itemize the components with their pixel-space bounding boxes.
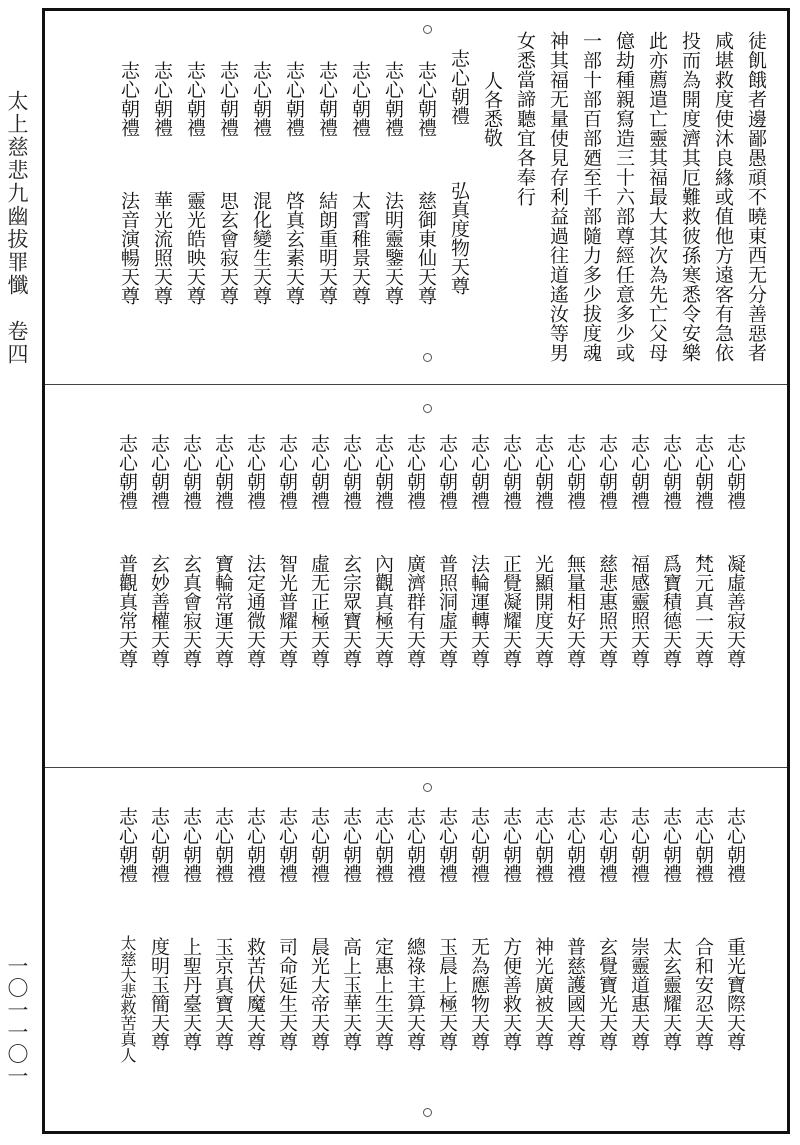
invocation-prefix: 志心朝禮 <box>436 434 458 510</box>
deity-name: 玄妙善權天尊 <box>148 554 170 668</box>
invocation-prefix: 志心朝禮 <box>660 434 682 510</box>
invocation-prefix: 志心朝禮 <box>404 434 426 510</box>
invocation-prefix: 志心朝禮 <box>118 61 140 137</box>
prose-column: 徒飢餓者邊鄙愚頑不曉東西无分善惡者 <box>745 31 767 363</box>
deity-name: 慈御東仙天尊 <box>415 191 437 305</box>
invocation-prefix: 志心朝禮 <box>468 434 490 510</box>
prose-column: 女悉當諦聽宜各奉行 <box>514 31 536 207</box>
deity-name: 虛无正極天尊 <box>308 554 330 668</box>
invocation-prefix: 志心朝禮 <box>660 807 682 883</box>
deity-name: 玉京真寶天尊 <box>212 937 234 1051</box>
deity-name: 法音演暢天尊 <box>118 191 140 305</box>
invocation-prefix: 志心朝禮 <box>692 807 714 883</box>
invocation-prefix: 志心朝禮 <box>250 61 272 137</box>
invocation-prefix: 志心朝禮 <box>316 61 338 137</box>
invocation-prefix: 志心朝禮 <box>180 807 202 883</box>
deity-name: 思玄會寂天尊 <box>217 191 239 305</box>
invocation-prefix: 志心朝禮 <box>349 61 371 137</box>
invocation-prefix: 志心朝禮 <box>340 434 362 510</box>
invocation-prefix: 志心朝禮 <box>532 434 554 510</box>
deity-name: 普照洞虛天尊 <box>436 554 458 668</box>
deity-name: 啓真玄素天尊 <box>283 191 305 305</box>
deity-name: 定惠上生天尊 <box>372 937 394 1051</box>
invocation-prefix: 志心朝禮 <box>724 434 746 510</box>
panel-bottom <box>45 767 787 1131</box>
deity-name: 神光廣被天尊 <box>532 937 554 1051</box>
deity-name: 普觀真常天尊 <box>116 554 138 668</box>
deity-name: 智光普耀天尊 <box>276 554 298 668</box>
deity-name: 晨光大帝天尊 <box>308 937 330 1051</box>
prose-column: 此亦薦遣亡靈其福最大其次為先亡父母 <box>646 31 668 363</box>
deity-name: 崇靈道惠天尊 <box>628 937 650 1051</box>
invocation-prefix: 志心朝禮 <box>532 807 554 883</box>
deity-name: 總祿主算天尊 <box>404 937 426 1051</box>
invocation-prefix: 志心朝禮 <box>308 807 330 883</box>
deity-name: 慈悲惠照天尊 <box>596 554 618 668</box>
prose-column: 神其福无量使見存利益過往道遙汝等男 <box>547 31 569 363</box>
invocation-prefix: 志心朝禮 <box>180 434 202 510</box>
panel-middle <box>45 384 787 767</box>
deity-name: 度明玉簡天尊 <box>148 937 170 1051</box>
invocation-prefix: 志心朝禮 <box>244 434 266 510</box>
invocation-prefix: 志心朝禮 <box>148 434 170 510</box>
invocation-prefix: 志心朝禮 <box>500 807 522 883</box>
invocation-prefix: 志心朝禮 <box>404 807 426 883</box>
invocation-prefix: 志心朝禮 <box>151 61 173 137</box>
deity-name: 玄真會寂天尊 <box>180 554 202 668</box>
invocation-prefix: 志心朝禮 <box>500 434 522 510</box>
invocation-prefix: 志心朝禮 <box>468 807 490 883</box>
prose-column: 一部十部百部廼至千部隨力多少拔度魂 <box>580 31 602 363</box>
invocation-prefix: 志心朝禮 <box>382 61 404 137</box>
deity-name: 無量相好天尊 <box>564 554 586 668</box>
deity-name: 靈光皓映天尊 <box>184 191 206 305</box>
deity-name: 凝虛善寂天尊 <box>724 554 746 668</box>
invocation-prefix: 志心朝禮 <box>415 61 437 137</box>
margin-title: 太上慈悲九幽拔罪懺 卷四 <box>5 90 29 366</box>
invocation-prefix: 志心朝禮 <box>184 61 206 137</box>
invocation-prefix: 志心朝禮 <box>692 434 714 510</box>
deity-name: 福感靈照天尊 <box>628 554 650 668</box>
deity-name: 法明靈鑒天尊 <box>382 191 404 305</box>
deity-name: 玄覺寶光天尊 <box>596 937 618 1051</box>
invocation-prefix: 志心朝禮 <box>212 807 234 883</box>
respect-line: 人各悉敬 <box>481 71 503 147</box>
deity-name: 內觀真極天尊 <box>372 554 394 668</box>
invocation-prefix: 志心朝禮 <box>596 434 618 510</box>
deity-name: 上聖丹臺天尊 <box>180 937 202 1051</box>
invocation-prefix: 志心朝禮 <box>217 61 239 137</box>
deity-name: 梵元真一天尊 <box>692 554 714 668</box>
deity-name: 重光寶際天尊 <box>724 937 746 1051</box>
invocation-prefix: 志心朝禮 <box>308 434 330 510</box>
invocation-prefix: 志心朝禮 <box>628 807 650 883</box>
deity-name: 方便善救天尊 <box>500 937 522 1051</box>
deity-name: 廣濟群有天尊 <box>404 554 426 668</box>
deity-name: 无為應物天尊 <box>468 937 490 1051</box>
invocation-prefix: 志心朝禮 <box>436 807 458 883</box>
invocation-prefix: 志心朝禮 <box>372 807 394 883</box>
deity-name: 救苦伏魔天尊 <box>244 937 266 1051</box>
deity-name: 玄宗眾寶天尊 <box>340 554 362 668</box>
invocation-prefix: 志心朝禮 <box>372 434 394 510</box>
prose-column: 億劫種親寫造三十六部尊經任意多少或 <box>613 31 635 363</box>
deity-name: 正覺凝耀天尊 <box>500 554 522 668</box>
invocation-prefix: 志心朝禮 <box>596 807 618 883</box>
prose-column: 咸堪救度使沐良緣或值他方遠客有急依 <box>712 31 734 363</box>
invocation-prefix: 志心朝禮 <box>148 807 170 883</box>
deity-name: 高上玉華天尊 <box>340 937 362 1051</box>
deity-name: 太玄靈耀天尊 <box>660 937 682 1051</box>
invocation-prefix: 志心朝禮 <box>212 434 234 510</box>
deity-name: 結朗重明天尊 <box>316 191 338 305</box>
deity-name: 混化變生天尊 <box>250 191 272 305</box>
deity-name: 法定通微天尊 <box>244 554 266 668</box>
prose-column: 投而為開度濟其厄難救彼孫寒悉令安樂 <box>679 31 701 363</box>
deity-name: 合和安忍天尊 <box>692 937 714 1051</box>
deity-name: 弘真度物天尊 <box>448 181 470 295</box>
deity-name: 太慈大悲救苦真人 <box>118 935 137 1063</box>
invocation-prefix: 志心朝禮 <box>628 434 650 510</box>
invocation-prefix: 志心朝禮 <box>564 434 586 510</box>
invocation-prefix: 志心朝禮 <box>283 61 305 137</box>
invocation-prefix: 志心朝禮 <box>116 807 138 883</box>
deity-name: 寶輪常運天尊 <box>212 554 234 668</box>
margin-page-number: 一〇一一〇一 <box>5 955 29 1087</box>
invocation-prefix: 志心朝禮 <box>340 807 362 883</box>
invocation-prefix: 志心朝禮 <box>276 807 298 883</box>
invocation-prefix: 志心朝禮 <box>564 807 586 883</box>
deity-name: 爲寶積德天尊 <box>660 554 682 668</box>
deity-name: 司命延生天尊 <box>276 937 298 1051</box>
invocation-prefix: 志心朝禮 <box>724 807 746 883</box>
deity-name: 光顯開度天尊 <box>532 554 554 668</box>
deity-name: 普慈護國天尊 <box>564 937 586 1051</box>
panel-top <box>45 11 787 384</box>
page-frame <box>42 8 790 1134</box>
invocation-prefix: 志心朝禮 <box>116 434 138 510</box>
invocation-prefix: 志心朝禮 <box>448 49 470 125</box>
deity-name: 法輪運轉天尊 <box>468 554 490 668</box>
deity-name: 太霄稚景天尊 <box>349 191 371 305</box>
invocation-prefix: 志心朝禮 <box>276 434 298 510</box>
invocation-prefix: 志心朝禮 <box>244 807 266 883</box>
deity-name: 玉晨上極天尊 <box>436 937 458 1051</box>
deity-name: 華光流照天尊 <box>151 191 173 305</box>
